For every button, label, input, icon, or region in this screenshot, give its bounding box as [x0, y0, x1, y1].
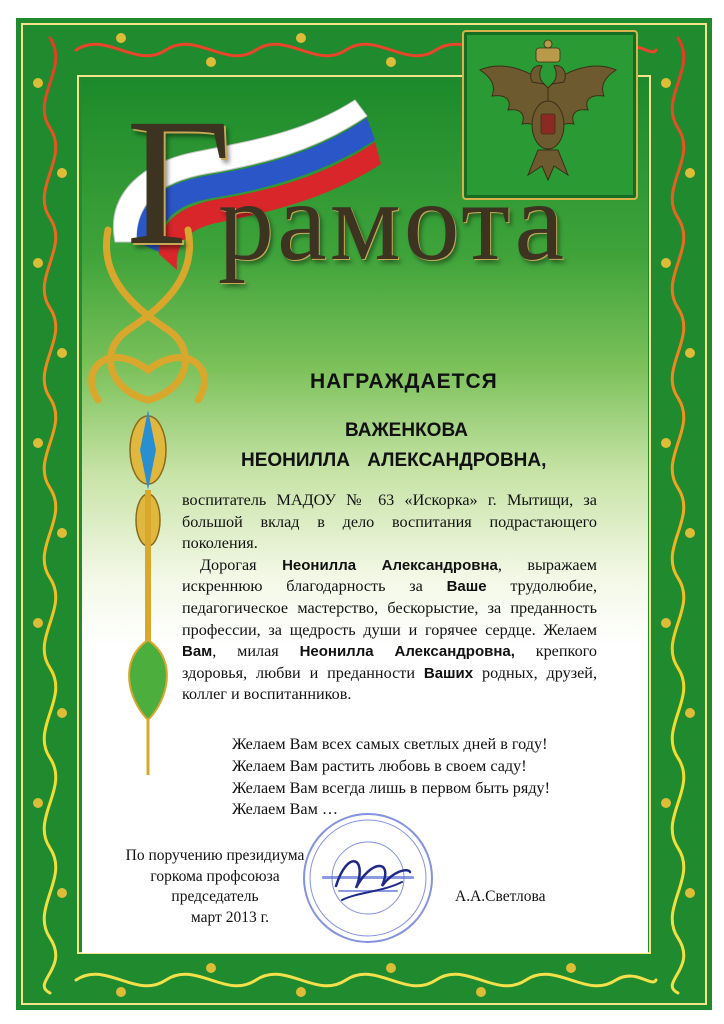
signature-block [120, 846, 310, 928]
recipient-given-names: НЕОНИЛЛА АЛЕКСАНДРОВНА, [241, 450, 547, 471]
issue-date: март 2013 г. [190, 908, 270, 926]
title-initial-letter: Г [126, 82, 232, 283]
signature-line: горкома профсоюза [150, 867, 280, 885]
poem-line: Желаем Вам всегда лишь в первом быть ряду! [232, 778, 551, 797]
recipient-surname: ВАЖЕНКОВА [345, 420, 468, 441]
certificate-title [126, 82, 646, 300]
poem-line: Желаем Вам … [232, 800, 339, 819]
awarded-label: НАГРАЖДАЕТСЯ [310, 370, 498, 393]
award-reason-paragraph: воспитатель МАДОУ № 63 «Искорка» г. Мытищи, за большой вклад в дело воспитания подрастающего поколения. [182, 491, 597, 553]
signature-line: председатель [171, 888, 259, 905]
poem-line: Желаем Вам растить любовь в своем саду! [232, 756, 527, 775]
signature-line: По поручению президиума [125, 847, 305, 864]
signer-name: А.А.Светлова [455, 888, 546, 905]
poem-line: Желаем Вам всех самых светлых дней в году! [232, 735, 548, 753]
round-stamp [298, 808, 438, 948]
award-text [182, 490, 597, 706]
title-rest: рамота [218, 160, 568, 284]
gratitude-paragraph: Дорогая Неонилла Александровна, выражаем искреннюю благодарность за Ваше трудолюбие, педагогическое мастерство, бескорыстие, за преданность профессии, за щедрость души и горячее сердце. Желаем Вам, милая Неонилла Александровна, крепкого здоровья, любви и преданности Ваших родных, друзей, коллег и воспитанников. [182, 555, 597, 704]
